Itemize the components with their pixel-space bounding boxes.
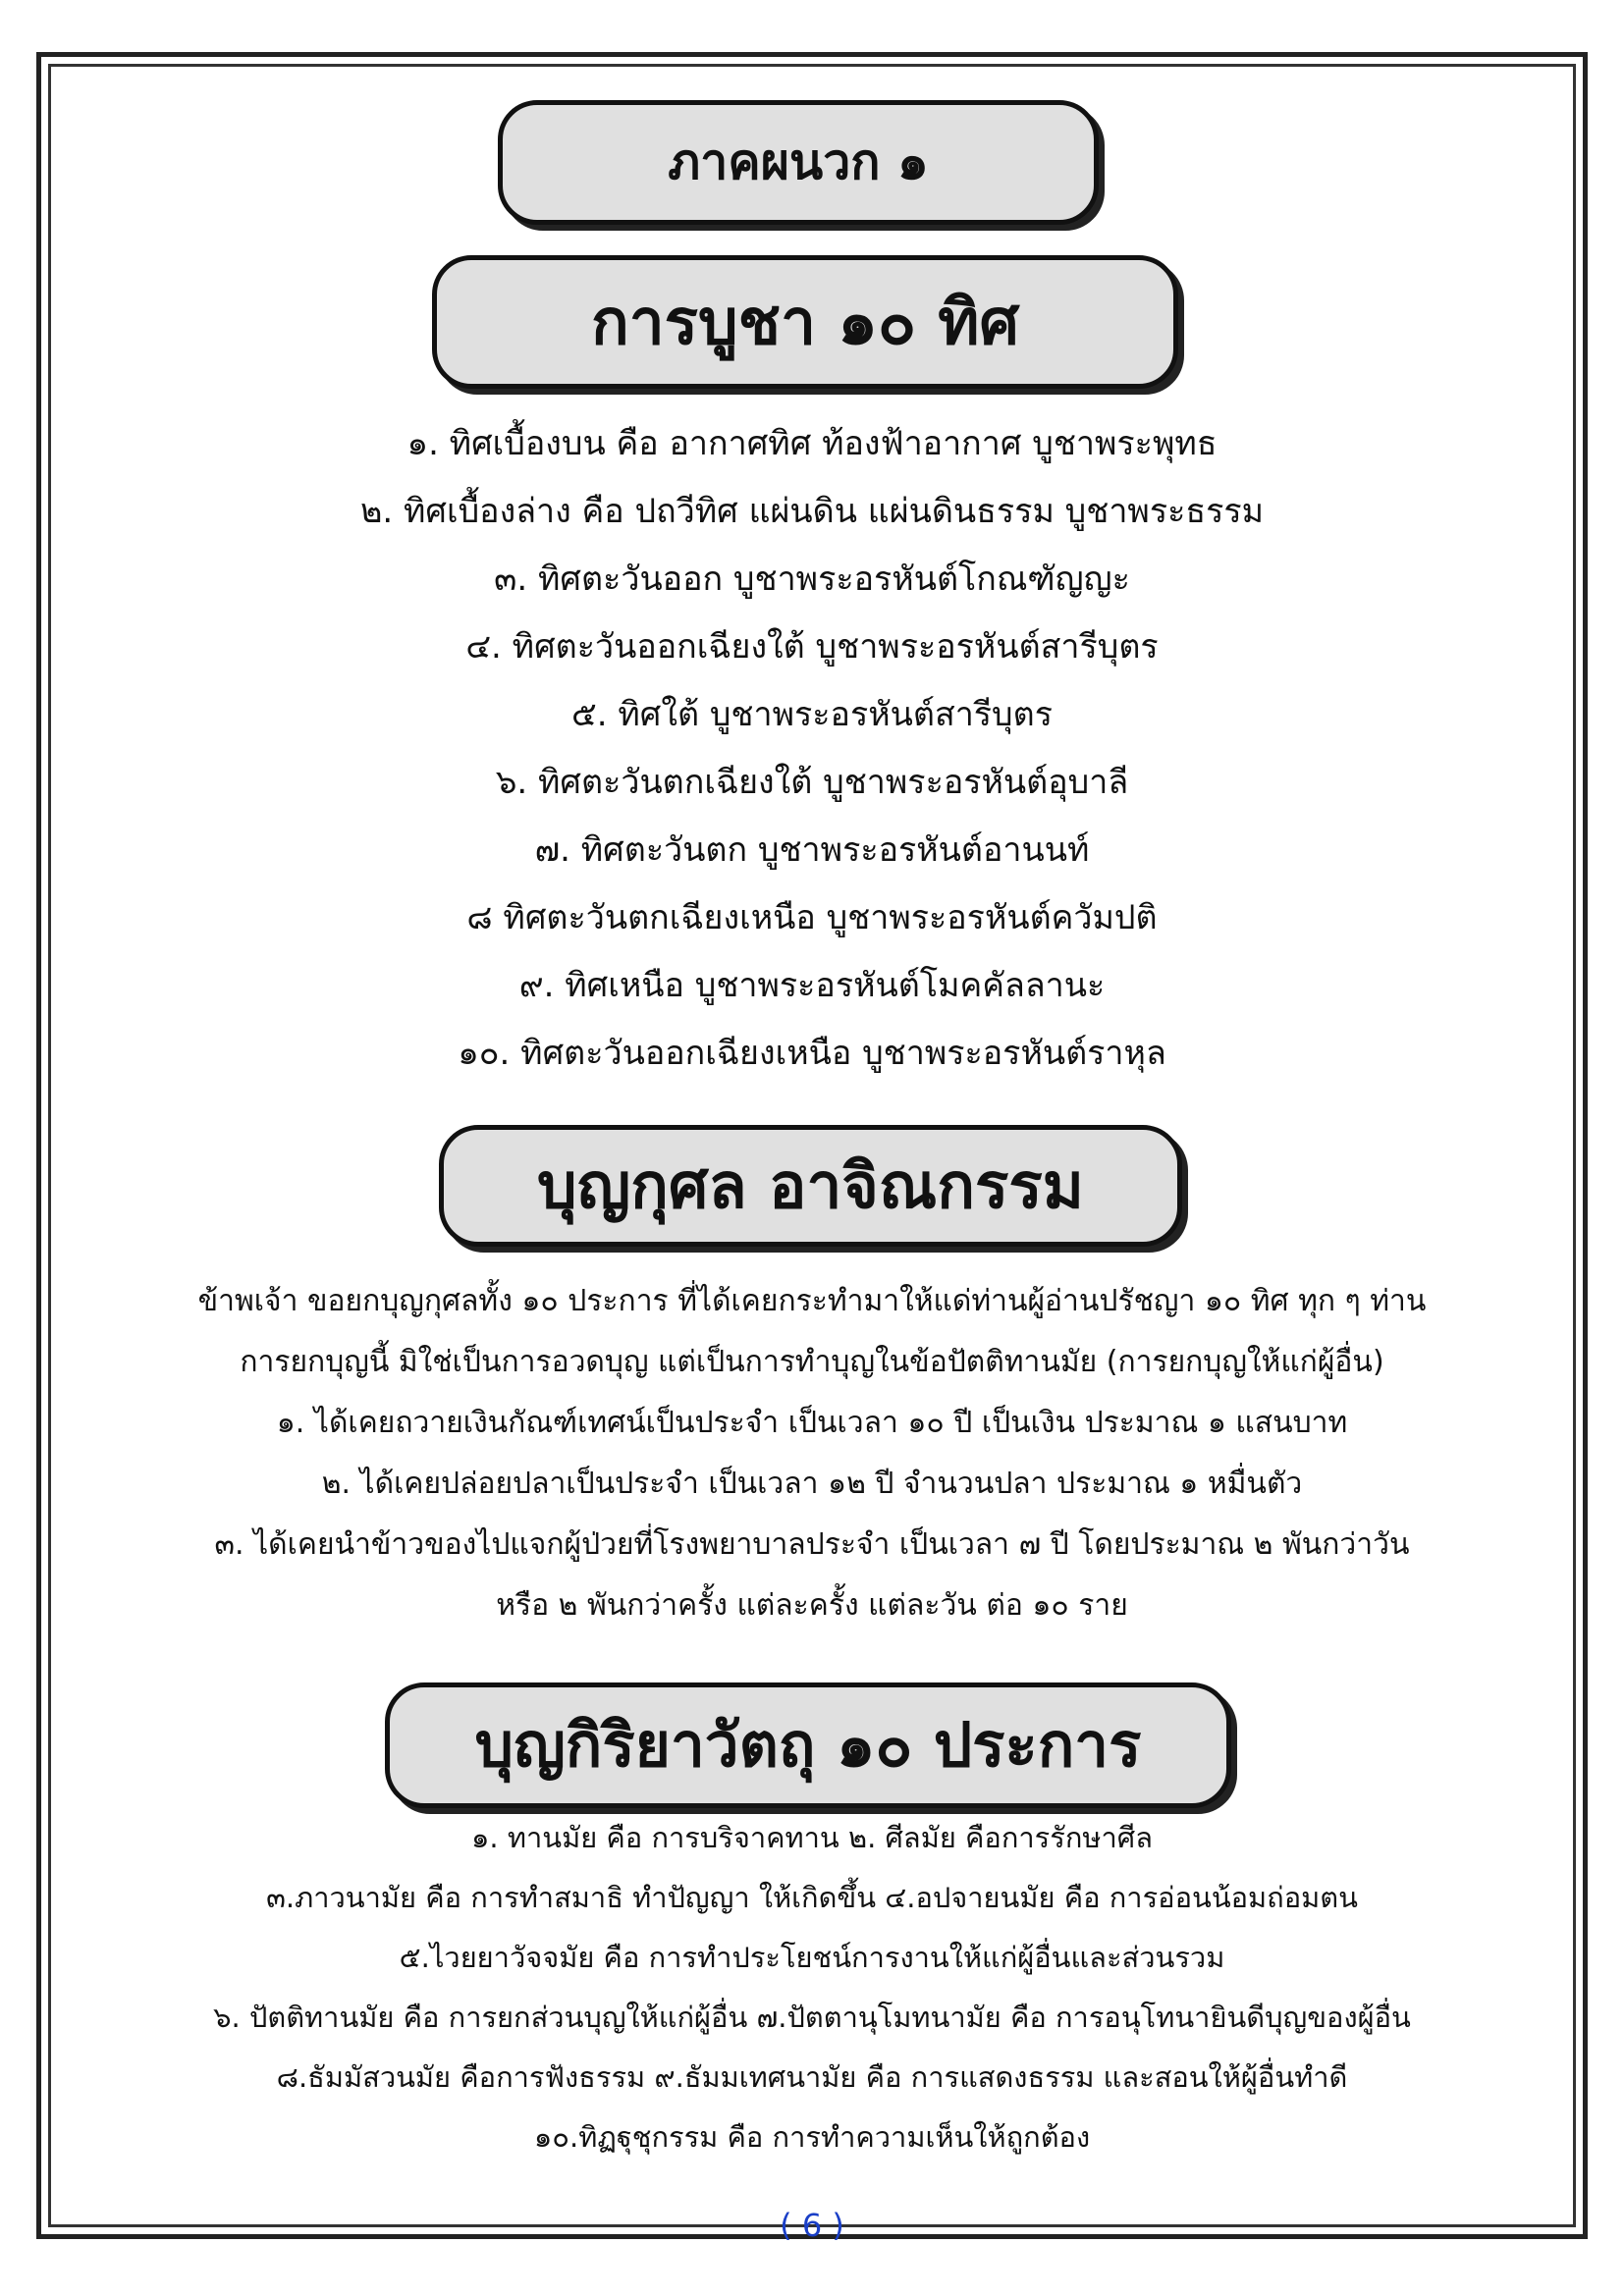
list-item: ๕.ไวยยาวัจจมัย คือ การทำประโยชน์การงานให้แก่ผู้อื่นและส่วนรวม [399,1941,1225,1974]
list-item: ๕. ทิศใต้ บูชาพระอรหันต์สารีบุตร [571,695,1053,734]
list-item: ๑. ทิศเบื้องบน คือ อากาศทิศ ท้องฟ้าอากาศ บูชาพระพุทธ [406,424,1218,463]
deeds-list [59,1808,1565,2167]
text-line: ๑. ได้เคยถวายเงินกัณฑ์เทศน์เป็นประจำ เป็นเวลา ๑๐ ปี เป็นเงิน ประมาณ ๑ แสนบาท [276,1406,1348,1440]
list-item: ๒. ทิศเบื้องล่าง คือ ปถวีทิศ แผ่นดิน แผ่นดินธรรม บูชาพระธรรม [359,492,1265,531]
text-line: ๓. ได้เคยนำข้าวของไปแจกผู้ป่วยที่โรงพยาบาลประจำ เป็นเวลา ๗ ปี โดยประมาณ ๒ พันกว่าวัน [214,1527,1410,1562]
deeds-section-title: บุญกิริยาวัตถุ ๑๐ ประการ [385,1682,1231,1808]
text-line: ข้าพเจ้า ขอยกบุญกุศลทั้ง ๑๐ ประการ ที่ได้เคยกระทำมาให้แด่ท่านผู้อ่านปรัชญา ๑๐ ทิศ ทุก ๆ ท่าน [197,1284,1427,1318]
page-number: ( 6 ) [780,2207,844,2244]
list-item: ๑๐. ทิศตะวันออกเฉียงเหนือ บูชาพระอรหันต์ราหุล [458,1034,1166,1073]
list-item: ๔. ทิศตะวันออกเฉียงใต้ บูชาพระอรหันต์สารีบุตร [465,627,1159,667]
worship-section-title: การบูชา ๑๐ ทิศ [432,255,1178,389]
text-line: ๒. ได้เคยปล่อยปลาเป็นประจำ เป็นเวลา ๑๒ ปี จำนวนปลา ประมาณ ๑ หมื่นตัว [321,1467,1303,1501]
list-item: ๑๐.ทิฏฐุชุกรรม คือ การทำความเห็นให้ถูกต้อง [533,2120,1091,2154]
list-item: ๘.ธัมมัสวนมัย คือการฟังธรรม ๙.ธัมมเทศนามัย คือ การแสดงธรรม และสอนให้ผู้อื่นทำดี [276,2060,1348,2094]
list-item: ๗. ทิศตะวันตก บูชาพระอรหันต์อานนท์ [534,830,1090,870]
text-line: หรือ ๒ พันกว่าครั้ง แต่ละครั้ง แต่ละวัน ต่อ ๑๐ ราย [496,1588,1128,1623]
list-item: ๓.ภาวนามัย คือ การทำสมาธิ ทำปัญญา ให้เกิดขึ้น ๔.อปจายนมัย คือ การอ่อนน้อมถ่อมตน [266,1881,1358,1914]
list-item: ๖. ทิศตะวันตกเฉียงใต้ บูชาพระอรหันต์อุบาลี [495,763,1129,802]
merit-paragraph [59,1271,1565,1636]
worship-direction-list [59,410,1565,1088]
list-item: ๓. ทิศตะวันออก บูชาพระอรหันต์โกณฑัญญะ [494,560,1130,599]
appendix-title: ภาคผนวก ๑ [498,100,1099,225]
merit-section-title: บุญกุศล อาจิณกรรม [439,1125,1182,1247]
list-item: ๑. ทานมัย คือ การบริจาคทาน ๒. ศีลมัย คือการรักษาศีล [471,1821,1153,1854]
list-item: ๖. ปัตติทานมัย คือ การยกส่วนบุญให้แก่ผู้อื่น ๗.ปัตตานุโมทนามัย คือ การอนุโทนายินดีบุญของผู้อื่น [213,2001,1411,2034]
list-item: ๘ ทิศตะวันตกเฉียงเหนือ บูชาพระอรหันต์ควัมปติ [466,898,1158,937]
text-line: การยกบุญนี้ มิใช่เป็นการอวดบุญ แต่เป็นการทำบุญในข้อปัตติทานมัย (การยกบุญให้แก่ผู้อื่น) [240,1345,1384,1379]
list-item: ๙. ทิศเหนือ บูชาพระอรหันต์โมคคัลลานะ [518,966,1106,1005]
